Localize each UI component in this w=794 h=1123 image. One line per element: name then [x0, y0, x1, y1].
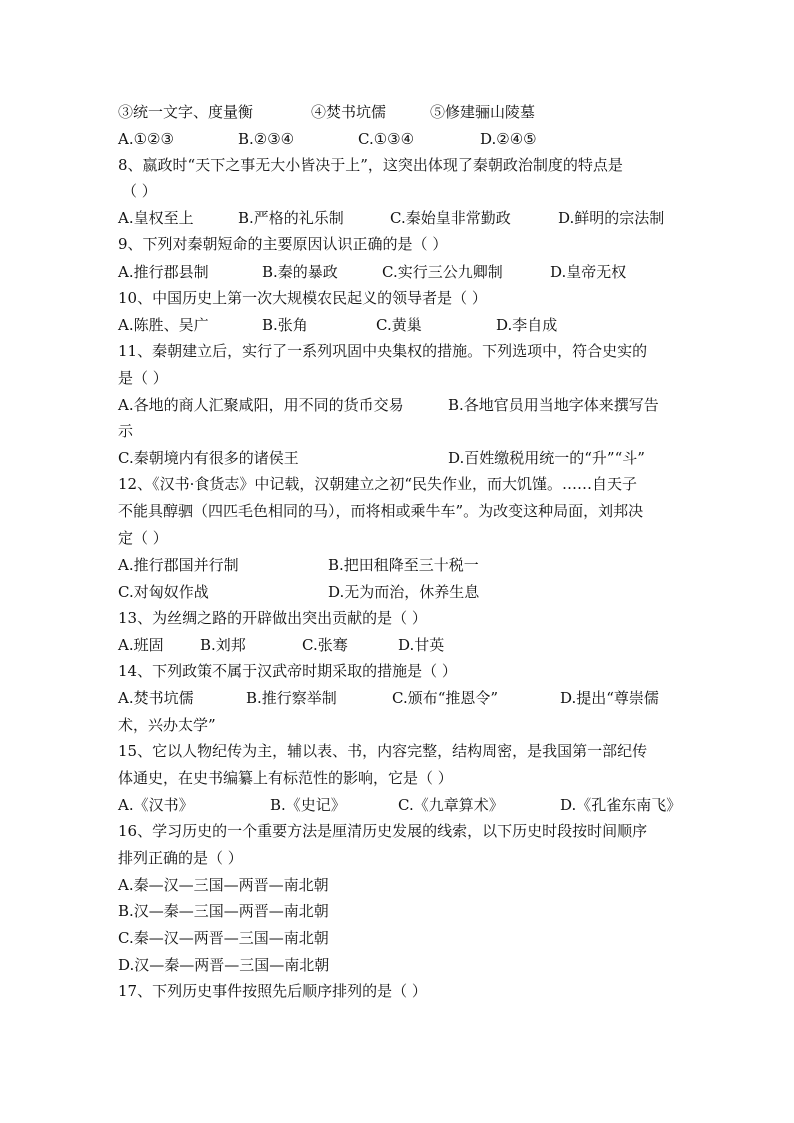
- option-text: D.百姓缴税用统一的“升”“斗”: [448, 449, 645, 467]
- option-text: B.②③④: [238, 130, 295, 148]
- question-text: 16、学习历史的一个重要方法是厘清历史发展的线索，以下历史时段按时间顺序: [118, 822, 648, 840]
- question-text: 17、下列历史事件按照先后顺序排列的是（ ）: [118, 982, 427, 1000]
- option-text: ⑤修建骊山陵墓: [430, 103, 536, 121]
- question-text: 12、《汉书·食货志》中记载，汉朝建立之初“民失作业，而大饥馑。……自天子: [118, 475, 638, 493]
- option-text: C.颁布“推恩令”: [392, 689, 499, 707]
- question-text: 9、下列对秦朝短命的主要原因认识正确的是（ ）: [118, 235, 448, 253]
- question-text: 14、下列政策不属于汉武帝时期采取的措施是（ ）: [118, 662, 457, 680]
- question-text: D.汉—秦—两晋—三国—南北朝: [118, 956, 330, 974]
- question-text: 体通史，在史书编纂上有标范性的影响，它是（ ）: [118, 769, 453, 787]
- option-text: C.张骞: [302, 636, 348, 654]
- option-text: A.焚书坑儒: [118, 689, 194, 707]
- question-text: 10、中国历史上第一次大规模农民起义的领导者是（ ）: [118, 289, 487, 307]
- option-text: D.甘英: [398, 636, 445, 654]
- option-text: ④焚书坑儒: [311, 103, 387, 121]
- question-text: 不能具醇驷（四匹毛色相同的马），而将相或乘牛车”。为改变这种局面，刘邦决: [118, 502, 644, 520]
- question-text: 定（ ）: [118, 529, 168, 547]
- question-text: （ ）: [122, 182, 157, 200]
- option-text: D.提出“尊崇儒: [560, 689, 659, 707]
- option-text: D.鲜明的宗法制: [558, 209, 665, 227]
- question-text: 排列正确的是（ ）: [118, 849, 243, 867]
- option-text: C.黄巢: [376, 316, 422, 334]
- question-text: 8、嬴政时“天下之事无大小皆决于上”，这突出体现了秦朝政治制度的特点是: [118, 156, 623, 174]
- question-text: 15、它以人物纪传为主，辅以表、书，内容完整，结构周密，是我国第一部纪传: [118, 742, 648, 760]
- option-text: A.《汉书》: [118, 796, 194, 814]
- option-text: A.①②③: [118, 130, 174, 148]
- option-text: B.《史记》: [270, 796, 346, 814]
- option-text: C.对匈奴作战: [118, 583, 209, 601]
- option-text: C.①③④: [358, 130, 415, 148]
- option-text: C.实行三公九卿制: [382, 263, 503, 281]
- option-text: B.刘邦: [200, 636, 246, 654]
- option-text: D.《孔雀东南飞》: [560, 796, 682, 814]
- option-text: A.各地的商人汇聚咸阳，用不同的货币交易: [118, 396, 404, 414]
- question-text: B.汉—秦—三国—两晋—南北朝: [118, 902, 329, 920]
- question-text: A.秦—汉—三国—两晋—南北朝: [118, 876, 329, 894]
- question-text: 13、为丝绸之路的开辟做出突出贡献的是（ ）: [118, 609, 427, 627]
- option-text: B.严格的礼乐制: [238, 209, 344, 227]
- option-text: D.②④⑤: [480, 130, 537, 148]
- option-text: ③统一文字、度量衡: [118, 103, 254, 121]
- option-text: B.推行察举制: [246, 689, 337, 707]
- option-text: C.《九章算术》: [398, 796, 504, 814]
- option-text: D.李自成: [496, 316, 558, 334]
- option-text: D.无为而治，休养生息: [328, 583, 480, 601]
- question-text: 示: [118, 422, 134, 440]
- option-text: C.秦朝境内有很多的诸侯王: [118, 449, 299, 467]
- option-text: B.秦的暴政: [262, 263, 338, 281]
- option-text: D.皇帝无权: [550, 263, 627, 281]
- question-text: 术，兴办太学”: [118, 716, 216, 734]
- question-text: 是（ ）: [118, 369, 168, 387]
- option-text: A.推行郡国并行制: [118, 556, 239, 574]
- option-text: B.张角: [262, 316, 308, 334]
- option-text: A.班固: [118, 636, 164, 654]
- option-text: C.秦始皇非常勤政: [390, 209, 511, 227]
- question-text: C.秦—汉—两晋—三国—南北朝: [118, 929, 329, 947]
- option-text: B.把田租降至三十税一: [328, 556, 479, 574]
- option-text: B.各地官员用当地字体来撰写告: [448, 396, 659, 414]
- option-text: A.陈胜、吴广: [118, 316, 209, 334]
- option-text: A.皇权至上: [118, 209, 194, 227]
- option-text: A.推行郡县制: [118, 263, 209, 281]
- question-text: 11、秦朝建立后，实行了一系列巩固中央集权的措施。下列选项中，符合史实的: [118, 342, 648, 360]
